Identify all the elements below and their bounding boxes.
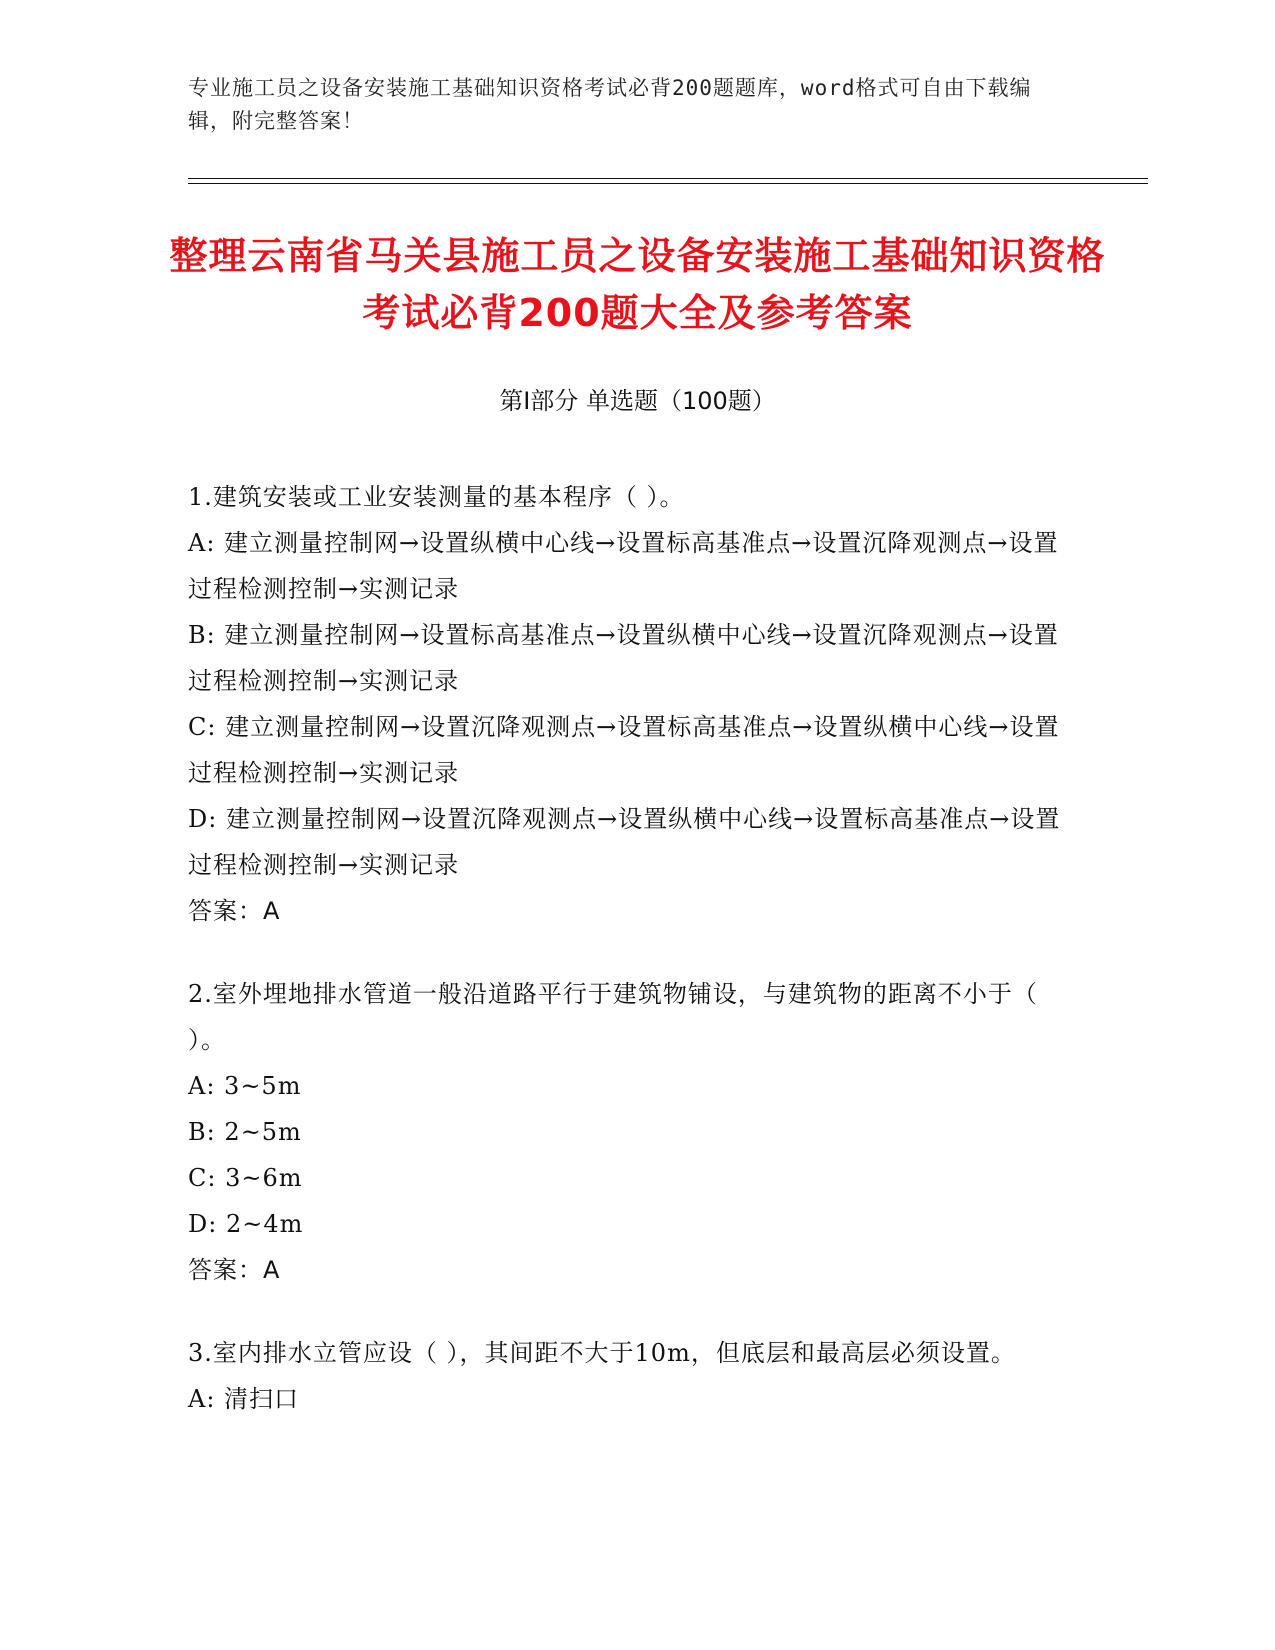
question-text: 3.室内排水立管应设（ ），其间距不大于10m，但底层和最高层必须设置。 xyxy=(188,1339,1016,1367)
question-text: 2.室外埋地排水管道一般沿道路平行于建筑物铺设，与建筑物的距离不小于（ ）。 xyxy=(188,980,1038,1054)
question-text: 1.建筑安装或工业安装测量的基本程序（ ）。 xyxy=(188,483,685,511)
option-c: C: 3~6m xyxy=(188,1164,303,1192)
option-d: D: 2~4m xyxy=(188,1210,304,1238)
answer: 答案：A xyxy=(188,1256,281,1284)
question-list xyxy=(188,474,1078,1422)
option-c: C: 建立测量控制网→设置沉降观测点→设置标高基准点→设置纵横中心线→设置过程检测控制→实测记录 xyxy=(188,713,1060,787)
answer: 答案：A xyxy=(188,897,281,925)
option-d: D: 建立测量控制网→设置沉降观测点→设置纵横中心线→设置标高基准点→设置过程检测控制→实测记录 xyxy=(188,805,1061,879)
document-title: 整理云南省马关县施工员之设备安装施工基础知识资格考试必背200题大全及参考答案 xyxy=(169,234,1106,335)
question-3 xyxy=(188,1330,1078,1422)
option-b: B: 2~5m xyxy=(188,1118,302,1146)
header-divider xyxy=(188,178,1148,179)
section-title: 第Ⅰ部分 单选题（100题） xyxy=(499,387,776,415)
question-1 xyxy=(188,474,1078,934)
option-a: A: 清扫口 xyxy=(188,1385,300,1413)
question-2 xyxy=(188,971,1078,1293)
option-b: B: 建立测量控制网→设置标高基准点→设置纵横中心线→设置沉降观测点→设置过程检测控制→实测记录 xyxy=(188,621,1059,695)
option-a: A: 3~5m xyxy=(188,1072,302,1100)
option-a: A: 建立测量控制网→设置纵横中心线→设置标高基准点→设置沉降观测点→设置过程检测控制→实测记录 xyxy=(188,529,1059,603)
header-note: 专业施工员之设备安装施工基础知识资格考试必背200题题库，word格式可自由下载编辑，附完整答案！ xyxy=(188,76,1032,133)
header-divider-secondary xyxy=(188,183,1148,184)
